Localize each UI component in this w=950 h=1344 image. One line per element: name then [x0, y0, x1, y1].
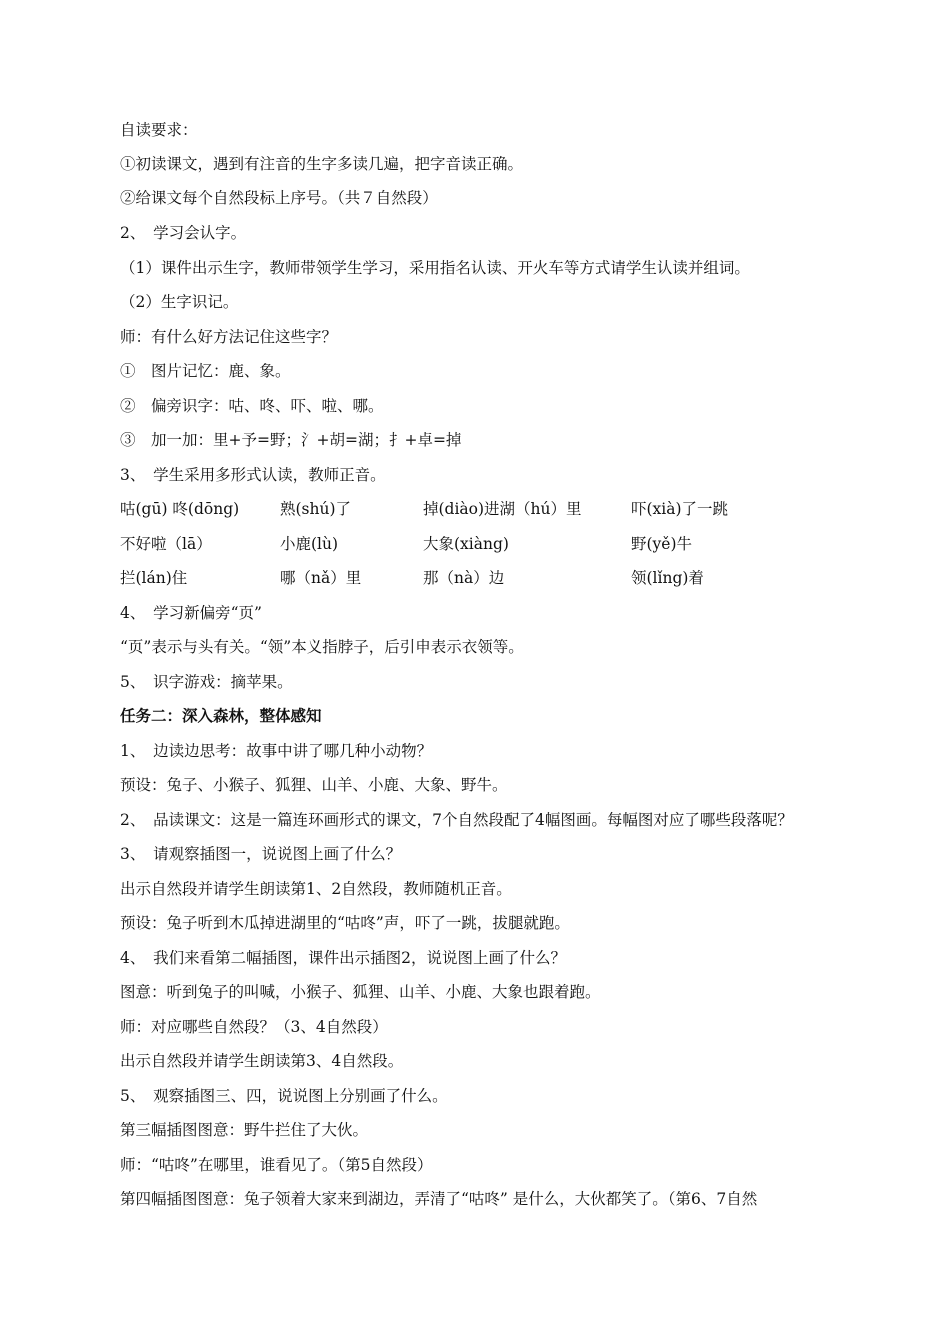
task2-step-1: 1、 边读边思考：故事中讲了哪几种小动物？	[120, 742, 433, 760]
method-3: ③ 加一加：里+予=野；氵+胡=湖；扌+卓=掉	[120, 431, 462, 449]
task2-show-1: 出示自然段并请学生朗读第1、2自然段，教师随机正音。	[120, 880, 512, 898]
task2-step-4: 4、 我们来看第二幅插图，课件出示插图2，说说图上画了什么？	[120, 949, 566, 967]
step-4-heading: 4、 学习新偏旁“页”	[120, 604, 262, 622]
pinyin-cell: 野(yě)牛	[631, 535, 693, 553]
step-2-item-1: （1）课件出示生字，教师带领学生学习，采用指名认读、开火车等方式请学生认读并组词。	[120, 259, 750, 277]
pinyin-cell: 那（nà）边	[423, 569, 505, 587]
method-2: ② 偏旁识字：咕、咚、吓、啦、哪。	[120, 397, 384, 415]
requirement-2: ②给课文每个自然段标上序号。（共７自然段）	[120, 189, 438, 207]
task2-step-5: 5、 观察插图三、四，说说图上分别画了什么。	[120, 1087, 448, 1105]
task2-preset-2: 预设：兔子听到木瓜掉进湖里的“咕咚”声，吓了一跳，拔腿就跑。	[120, 914, 570, 932]
pinyin-cell: 领(lǐng)着	[631, 569, 704, 587]
method-1: ① 图片记忆：鹿、象。	[120, 362, 291, 380]
pinyin-cell: 哪（nǎ）里	[280, 569, 362, 587]
task2-teacher-question: 师：对应哪些自然段？（3、4自然段）	[120, 1018, 388, 1036]
task2-preset-1: 预设：兔子、小猴子、狐狸、山羊、小鹿、大象、野牛。	[120, 776, 508, 794]
step-2-heading: 2、 学习会认字。	[120, 224, 247, 242]
task2-teacher-question-2: 师：“咕咚”在哪里，谁看见了。（第5自然段）	[120, 1156, 433, 1174]
task2-step-3: 3、 请观察插图一，说说图上画了什么？	[120, 845, 402, 863]
step-2-item-2: （2）生字识记。	[120, 293, 239, 311]
task2-show-2: 出示自然段并请学生朗读第3、4自然段。	[120, 1052, 404, 1070]
pinyin-cell: 吓(xià)了一跳	[631, 500, 729, 518]
task2-picture-4-meaning: 第四幅插图图意：兔子领着大家来到湖边，弄清了“咕咚” 是什么，大伙都笑了。（第6、7自然	[120, 1190, 758, 1208]
requirement-1: ①初读课文，遇到有注音的生字多读几遍，把字音读正确。	[120, 155, 524, 173]
task-2-heading: 任务二：深入森林，整体感知	[120, 706, 322, 725]
step-5-heading: 5、 识字游戏：摘苹果。	[120, 673, 293, 691]
task2-picture-3-meaning: 第三幅插图图意：野牛拦住了大伙。	[120, 1121, 369, 1139]
radical-explanation: “页”表示与头有关。“领”本义指脖子，后引申表示衣领等。	[120, 638, 524, 656]
teacher-question: 师：有什么好方法记住这些字？	[120, 328, 338, 346]
task2-step-2: 2、 品读课文：这是一篇连环画形式的课文，7个自然段配了4幅图画。每幅图对应了哪些段落呢？	[120, 811, 793, 829]
self-reading-heading: 自读要求：	[120, 121, 198, 139]
pinyin-cell: 大象(xiàng)	[423, 535, 509, 553]
task2-picture-2-meaning: 图意：听到兔子的叫喊，小猴子、狐狸、山羊、小鹿、大象也跟着跑。	[120, 983, 601, 1001]
pinyin-cell: 熟(shú)了	[280, 500, 352, 518]
pinyin-cell: 咕(gū) 咚(dōng)	[120, 500, 240, 518]
pinyin-cell: 拦(lán)住	[120, 569, 188, 587]
step-3-heading: 3、 学生采用多形式认读，教师正音。	[120, 466, 386, 484]
pinyin-cell: 小鹿(lù)	[280, 535, 339, 553]
pinyin-cell: 不好啦（lā）	[120, 535, 212, 553]
pinyin-cell: 掉(diào)进湖（hú）里	[423, 500, 582, 518]
